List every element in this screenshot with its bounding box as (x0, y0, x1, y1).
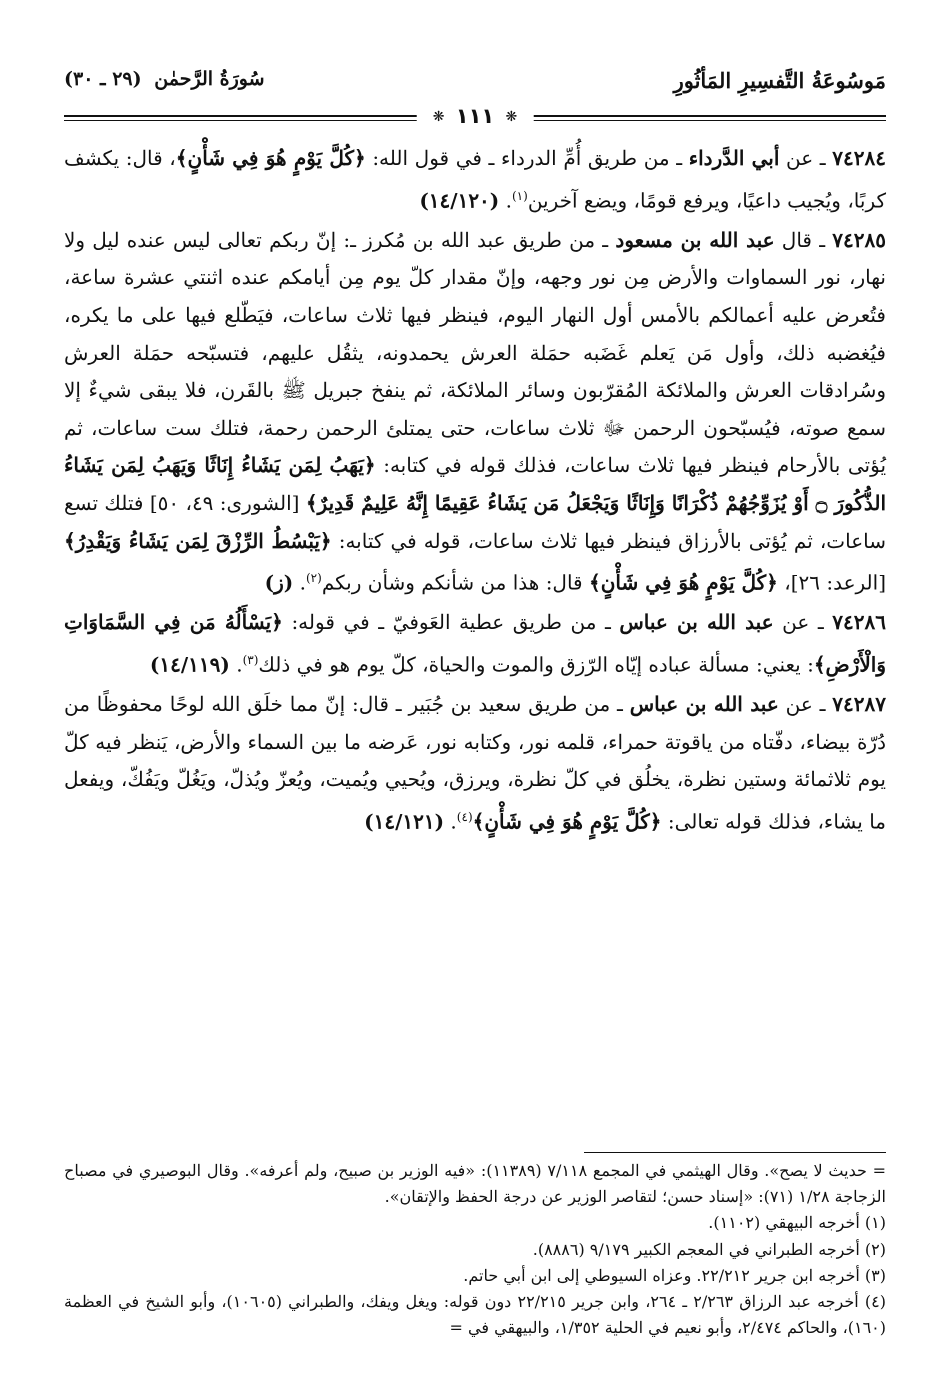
page-number: ١١١ (455, 104, 495, 128)
footnote: (٢) أخرجه الطبراني في المعجم الكبير ٩/١٧٩ (٨٨٨٦). (532, 1239, 886, 1259)
quran-verse: ﴿يَسْأَلُهُ مَن فِي السَّمَاوَاتِ وَالْأَرْضِ﴾ (64, 610, 886, 677)
footnote-marker: (٤) (456, 810, 473, 825)
footnote-separator (584, 1152, 886, 1153)
entry-text: . (229, 652, 243, 677)
entry (64, 140, 886, 220)
volume-reference: (ز) (264, 570, 294, 595)
entry-text: . (293, 570, 306, 595)
ornament-icon: ❋ (432, 109, 445, 125)
narrator-name: عبد الله بن عباس (619, 610, 774, 635)
volume-reference: (١٤/١٢١) (364, 809, 445, 834)
verse-range: (٢٩ ـ ٣٠) (64, 68, 142, 90)
quran-verse: ﴿كُلَّ يَوْمٍ هُوَ فِي شَأْنٍ﴾ (588, 570, 778, 595)
entry-text: . (444, 809, 457, 834)
quran-verse: ﴿كُلَّ يَوْمٍ هُوَ فِي شَأْنٍ﴾ (472, 809, 662, 834)
footnote: (٣) أخرجه ابن جرير ٢٢/٢١٢. وعزاه السيوطي إلى ابن أبي حاتم. (463, 1265, 886, 1285)
entry-text: . (499, 188, 512, 213)
entry-text: ـ عن (773, 610, 833, 635)
quran-verse: ﴿يَبْسُطُ الرِّزْقَ لِمَن يَشَاءُ وَيَقْدِرُ﴾ (64, 528, 332, 553)
entry (64, 686, 886, 841)
entry-text: ، قال: يكشف كربًا، ويُجيب داعيًا، ويرفع قومًا، ويضع آخرين (64, 146, 886, 213)
page-number-block (417, 104, 534, 128)
entry-text: ـ من طريق سعيد بن جُبَير ـ قال: إنّ مما خلَق الله لوحًا محفوظًا من دُرّة بيضاء، دفّتاه من ياقوتة حمراء، قلمه نور، وكتابه نور، عَرضه ما بين السماء والأرض، يَنظر فيه كلّ يوم ثلاثمائة وستين نظرة، يخلُق في كلّ نظرة، ويرزق، ويُحيي ويُميت، ويُعزّ ويُذلّ، ويَغُلّ ويَفُكّ، ويفعل ما يشاء، فذلك قوله تعالى: (64, 692, 886, 834)
footnote: (١) أخرجه البيهقي (١١٠٢). (708, 1213, 886, 1233)
entry-text: : يعني: مسألة عباده إيّاه الرّزق والموت والحياة، كلّ يوم هو في ذلك (258, 652, 814, 677)
entry (64, 604, 886, 684)
page-header (64, 60, 886, 128)
footnote-marker: (٢) (305, 571, 322, 586)
entry-text: ـ عن (779, 146, 833, 170)
quran-verse: ﴿كُلَّ يَوْمٍ هُوَ فِي شَأْنٍ﴾ (175, 146, 366, 170)
ornament-icon: ❋ (505, 109, 518, 125)
footnote-marker: (٣) (242, 653, 259, 668)
entry-number: ٧٤٢٨٥ (832, 227, 886, 252)
entry-text: [الرعد: ٢٦]، (777, 570, 886, 595)
entry-text: ـ من طريق أُمِّ الدرداء ـ في قول الله: (365, 146, 689, 170)
footnotes (64, 1158, 886, 1341)
entry-number: ٧٤٢٨٤ (832, 146, 887, 170)
narrator-name: عبد الله بن مسعود (615, 227, 775, 252)
surah-heading (64, 68, 265, 90)
entry-number: ٧٤٢٨٧ (832, 692, 887, 717)
volume-reference: (١٤/١٢٠) (419, 188, 500, 213)
entry (64, 222, 886, 603)
entry-text: ـ من طريق عبد الله بن مُكرز ـ: إنّ ربكم تعالى ليس عنده ليل ولا نهار، نور السماوات والأرض مِن نور وجهه، وإنّ مقدار كلّ يوم مِن أيامكم عنده اثنتي عشرة ساعة، فتُعرض عليه أعمالكم بالأمس أول النهار اليوم، فينظر فيها ثلاث ساعات، فيَطّلع فيها على ما يكره، فيُغضبه ذلك، وأول مَن يَعلم غَضَبه حمَلة العرش يحمدونه، يثقُل عليهم، فتسبّحه حمَلة العرش وسُرادقات العرش والملائكة المُقرّبون وسائر الملائكة، ثم ينفخ جبريل ﷺ بالقَرن، فلا يبقى شيءٌ إلا سمع صوته، فيُسبّحون الرحمن ﷻ ثلاث ساعات، حتى يمتلئ الرحمن رحمة، فتلك ست ساعات، ثم يُؤتى بالأرحام فينظر فيها ثلاث ساعات، فذلك قوله في كتابه: (64, 227, 887, 478)
entry-text: [الشورى: ٤٩، ٥٠] فتلك تسع ساعات، ثم يُؤتى بالأرزاق فينظر فيها ثلاث ساعات، قوله في كتابه: (63, 491, 886, 553)
footnote: (٤) أخرجه عبد الرزاق ٢/٢٦٣ ـ ٢٦٤، وابن جرير ٢٢/٢١٥ دون قوله: ويغل ويفك، والطبراني (١٠٦٠٥)، وأبو الشيخ في العظمة (١٦٠)، والحاكم ٢/٤٧٤، وأبو نعيم في الحلية ١/٣٥٢، والبيهقي في = (64, 1292, 886, 1338)
entry-text: ـ من طريق عطية العَوفيّ ـ في قوله: (282, 610, 620, 635)
surah-name: سُورَةُ الرَّحمٰن (154, 68, 265, 90)
entry-text: ـ قال (774, 227, 833, 252)
volume-reference: (١٤/١١٩) (149, 652, 230, 677)
entry-text: قال: هذا من شأنكم وشأن ربكم (321, 570, 589, 595)
book-title: مَوسُوعَةُ التَّفسِيرِ المَأثُورِ (673, 68, 886, 93)
footnote-marker: (١) (511, 188, 528, 203)
entry-text: ـ عن (778, 692, 833, 717)
quran-verse: ﴿يَهَبُ لِمَن يَشَاءُ إِنَاثًا وَيَهَبُ لِمَن يَشَاءُ الذُّكُورَ ۝ أَوْ يُزَوِّجُهُمْ ذُكْرَانًا وَإِنَاثًا وَيَجْعَلُ مَن يَشَاءُ عَقِيمًا إِنَّهُ عَلِيمٌ قَدِيرٌ﴾ (64, 453, 886, 515)
main-text (64, 140, 886, 843)
footnote: = حديث لا يصح». وقال الهيثمي في المجمع ٧/١١٨ (١١٣٨٩): «فيه الوزير بن صبيح، ولم أعرفه». وقال البوصيري في مصباح الزجاجة ١/٢٨ (٧١): «إسناد حسن؛ لتقاصر الوزير عن درجة الحفظ والإتقان». (64, 1161, 887, 1207)
page (64, 60, 886, 1360)
narrator-name: أبي الدَّرداء (688, 146, 780, 170)
narrator-name: عبد الله بن عباس (629, 692, 779, 717)
entry-number: ٧٤٢٨٦ (832, 610, 886, 635)
